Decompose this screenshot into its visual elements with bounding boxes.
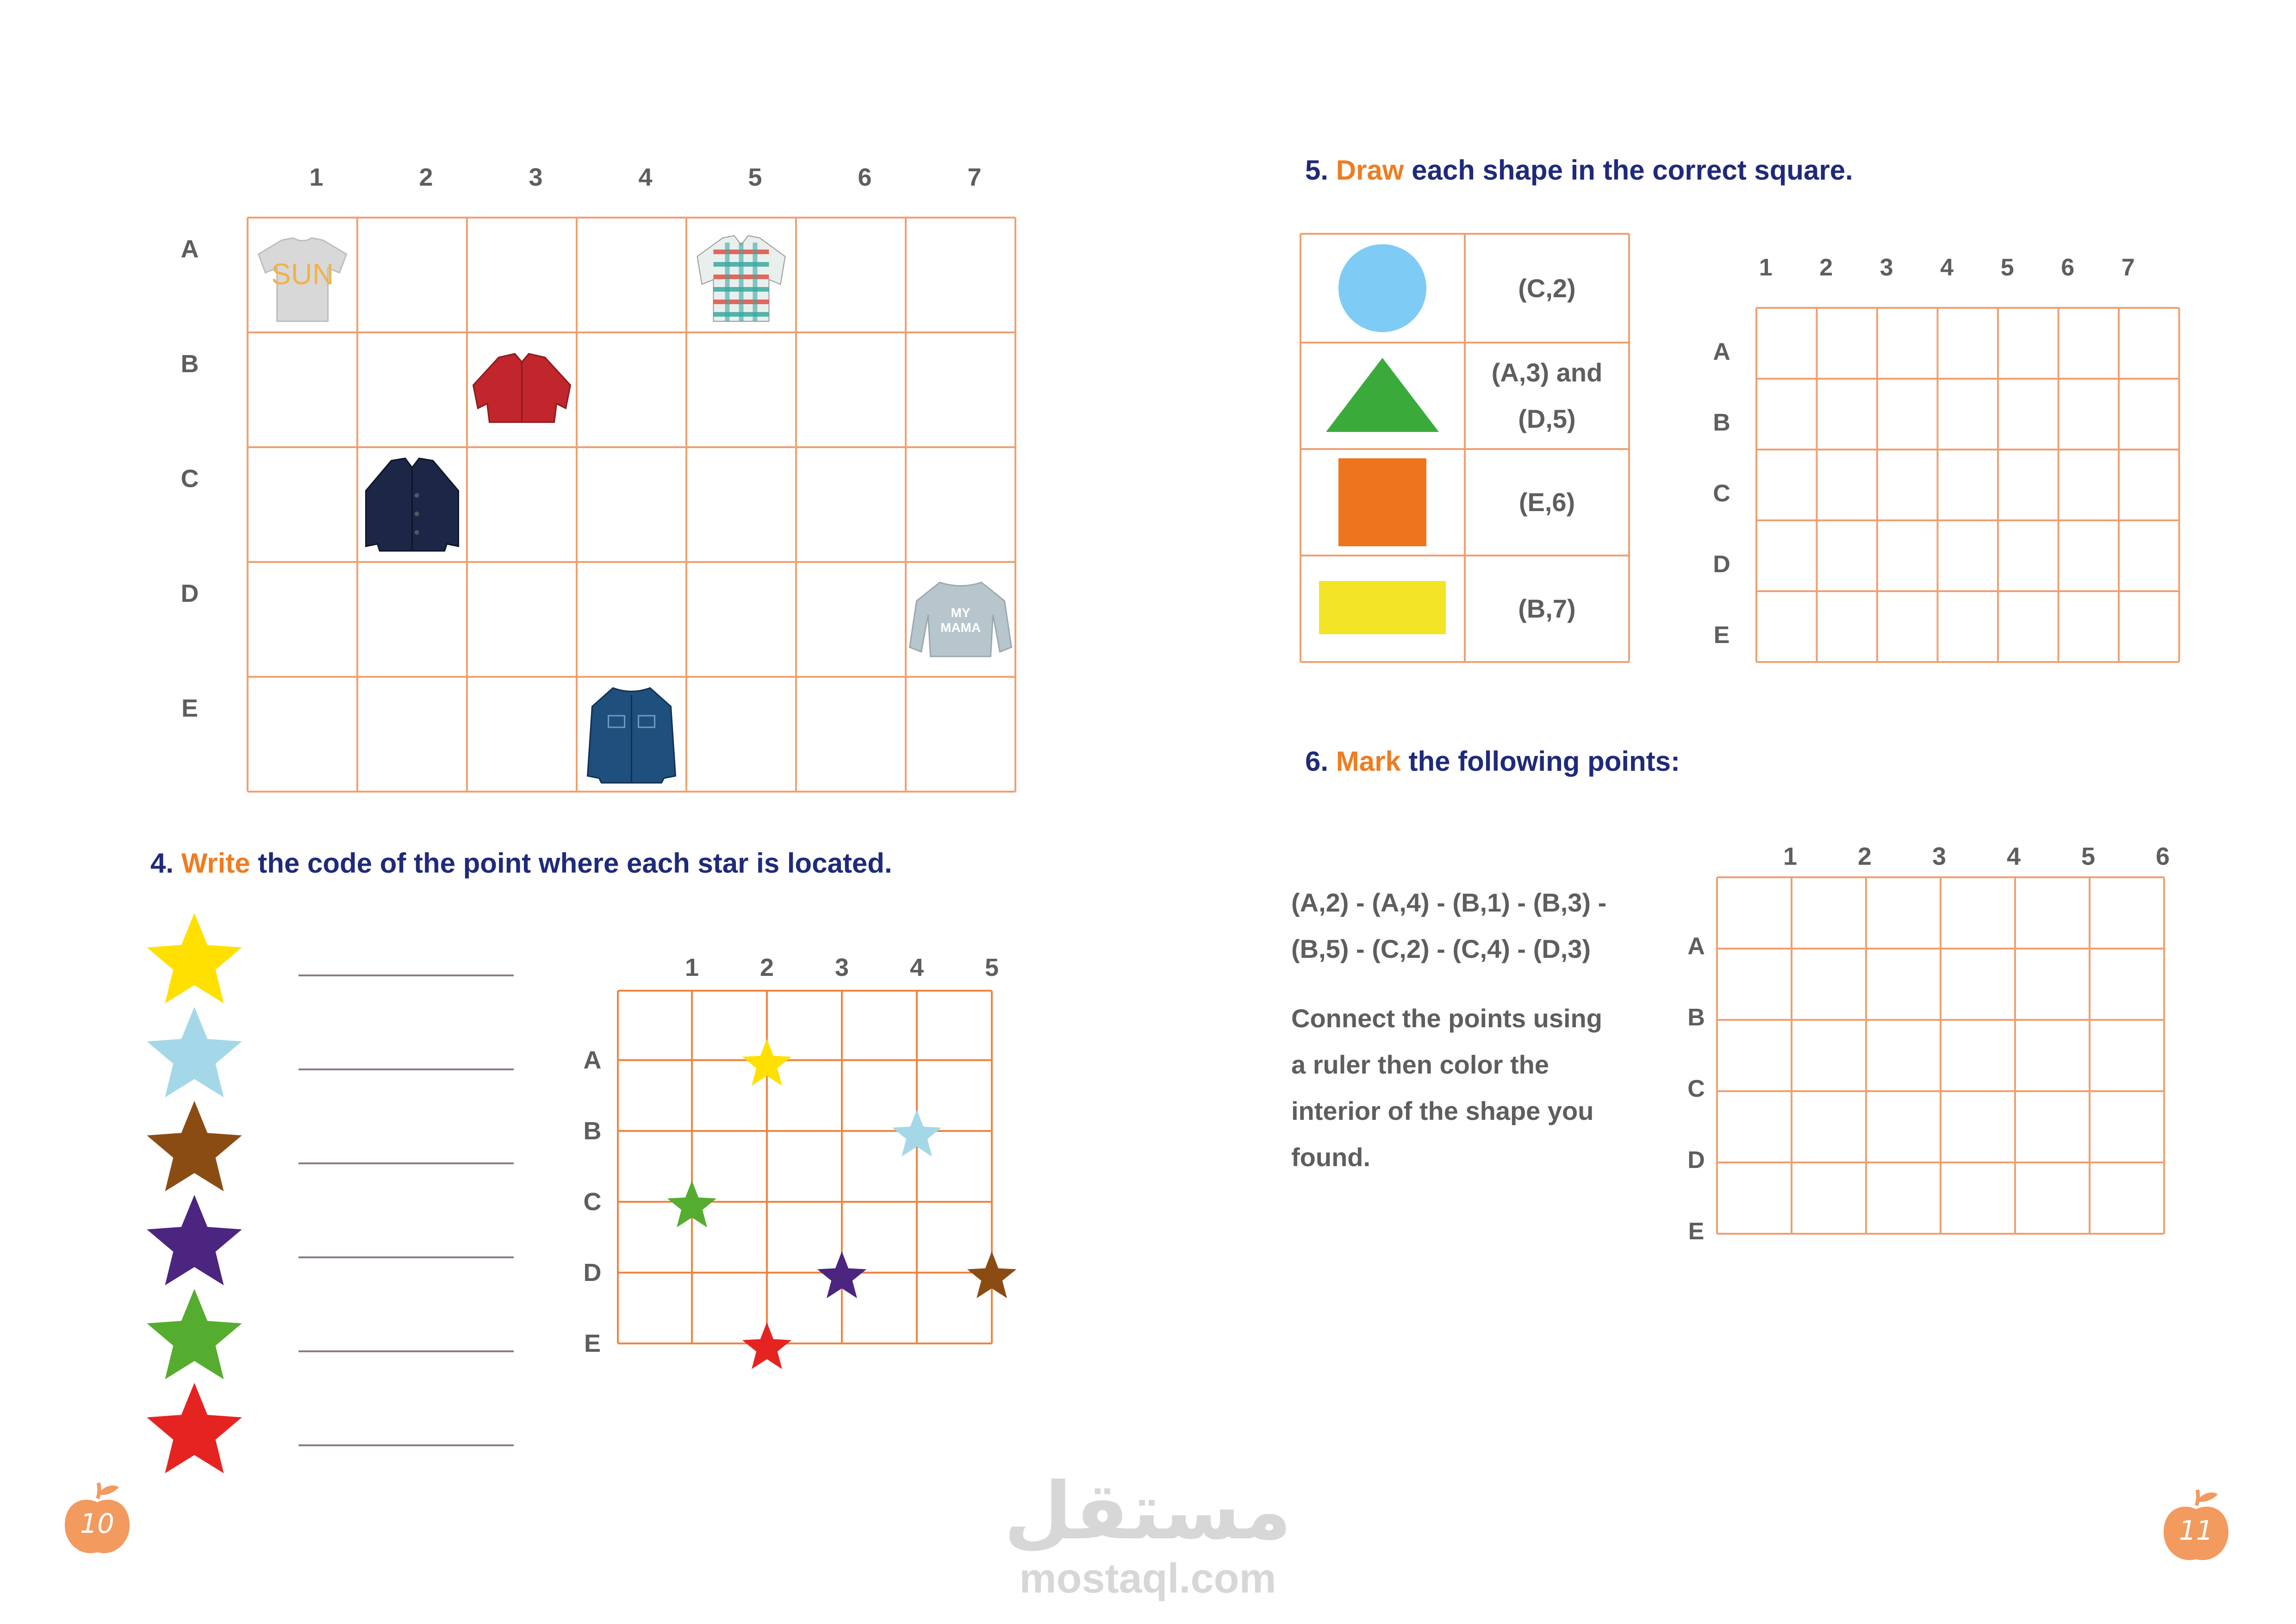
column-label: 3 xyxy=(1879,254,1893,281)
shape-coordinate-cell xyxy=(1465,350,1629,442)
plaid-stripe xyxy=(753,243,758,321)
rectangle-shape-icon xyxy=(1319,581,1446,634)
star-purple-icon xyxy=(147,1195,242,1285)
plaid-stripe xyxy=(739,243,744,321)
row-label: B xyxy=(180,350,199,378)
exercise6-instruction: the following points: xyxy=(1400,746,1680,777)
denim-jacket-icon xyxy=(588,688,676,783)
row-label: E xyxy=(1688,1218,1705,1245)
page-number-right: 11 xyxy=(2179,1515,2213,1546)
shape-coordinate-cell xyxy=(1465,479,1629,525)
exercise4-grid xyxy=(613,991,993,1352)
column-label: 6 xyxy=(858,163,872,191)
exercise4-verb: Write xyxy=(181,848,250,879)
column-label: 1 xyxy=(684,953,699,981)
exercise6-instruction-line: interior of the shape you xyxy=(1291,1096,1594,1125)
column-label: 3 xyxy=(1932,842,1947,870)
exercise6-instruction-line: found. xyxy=(1291,1143,1371,1172)
shape-coordinate-cell xyxy=(1465,265,1629,312)
exercise6-instructions xyxy=(1291,995,1661,1181)
column-label: 2 xyxy=(419,163,433,191)
row-label: A xyxy=(1713,338,1730,365)
column-label: 7 xyxy=(967,163,982,191)
column-label: 4 xyxy=(638,163,653,191)
row-label: B xyxy=(1713,409,1730,436)
row-label: D xyxy=(1687,1146,1705,1174)
exercise5-number: 5. xyxy=(1305,155,1329,186)
row-label: E xyxy=(584,1329,601,1357)
column-label: 4 xyxy=(2006,842,2021,870)
exercise6-instruction-line: a ruler then color the xyxy=(1291,1050,1549,1079)
column-label: 7 xyxy=(2121,254,2135,281)
column-label: 5 xyxy=(748,163,762,191)
t-shirt-sun-icon xyxy=(259,238,347,321)
navy-coat-icon xyxy=(366,458,459,551)
answer-line[interactable] xyxy=(299,1256,514,1258)
watermark-arabic: مستقل xyxy=(1004,1466,1292,1557)
exercise6-points-line2: (B,5) - (C,2) - (C,4) - (D,3) xyxy=(1291,934,1591,963)
answer-line[interactable] xyxy=(299,1068,514,1070)
column-label: 2 xyxy=(1857,842,1872,870)
answer-line[interactable] xyxy=(299,974,514,976)
exercise6-instruction-line: Connect the points using xyxy=(1291,1004,1602,1033)
sweatshirt-print: MAMA xyxy=(940,620,981,635)
row-label: A xyxy=(180,235,199,263)
column-label: 4 xyxy=(909,953,924,981)
square-shape-icon xyxy=(1338,458,1426,546)
row-label: C xyxy=(583,1187,602,1216)
row-label: A xyxy=(583,1046,602,1074)
red-jacket-icon xyxy=(473,354,571,422)
page-number-apple-right xyxy=(2161,1486,2231,1565)
watermark xyxy=(995,1468,1300,1602)
star-red-icon xyxy=(147,1383,242,1473)
exercise6-points xyxy=(1291,880,1661,972)
exercise6-title xyxy=(1305,745,1680,777)
exercise6-points-line1: (A,2) - (A,4) - (B,1) - (B,3) - xyxy=(1291,888,1607,917)
triangle-shape-icon xyxy=(1326,358,1439,432)
shape-coordinate-text: (D,5) xyxy=(1518,404,1576,433)
legend-stars xyxy=(125,903,264,1486)
circle-shape-icon xyxy=(1338,244,1426,332)
column-label: 1 xyxy=(309,163,324,191)
exercise6-grid xyxy=(1717,877,2166,1236)
grid-star-red-icon xyxy=(742,1322,792,1369)
star-green-icon xyxy=(147,1289,242,1379)
row-label: C xyxy=(1687,1075,1705,1102)
column-label: 2 xyxy=(1819,254,1833,281)
exercise4-title xyxy=(150,847,892,879)
grid-lines xyxy=(1717,877,2164,1234)
shape-coordinate-cell xyxy=(1465,586,1629,632)
exercise5-title xyxy=(1305,154,1853,186)
shape-coordinate-text: (E,6) xyxy=(1518,487,1575,517)
column-label: 1 xyxy=(1783,842,1798,870)
row-label: B xyxy=(583,1117,602,1145)
clothes-grid xyxy=(248,218,1016,794)
row-label: D xyxy=(1713,550,1730,578)
column-label: 5 xyxy=(2081,842,2096,870)
answer-line[interactable] xyxy=(299,1162,514,1164)
column-label: 6 xyxy=(2155,842,2170,870)
shape-coordinate-text: (A,3) and xyxy=(1491,358,1603,387)
coat-button xyxy=(415,530,419,535)
page-number-left: 10 xyxy=(80,1508,114,1539)
column-label: 4 xyxy=(1940,254,1954,281)
star-light-blue-icon xyxy=(147,1007,242,1097)
coat-button xyxy=(415,493,419,498)
row-label: D xyxy=(583,1258,602,1287)
shape-coordinate-text: (B,7) xyxy=(1518,594,1576,623)
star-brown-icon xyxy=(147,1101,242,1191)
exercise4-instruction: the code of the point where each star is located. xyxy=(250,848,892,879)
plaid-stripe xyxy=(725,243,730,321)
watermark-latin: mostaql.com xyxy=(1019,1555,1276,1602)
row-label: A xyxy=(1687,932,1705,960)
column-label: 1 xyxy=(1759,254,1773,281)
column-label: 5 xyxy=(2000,254,2014,281)
column-label: 3 xyxy=(529,163,543,191)
row-label: E xyxy=(1713,621,1730,649)
star-yellow-icon xyxy=(147,913,242,1003)
row-label: D xyxy=(180,579,199,607)
page-number-apple-left xyxy=(62,1479,132,1558)
column-label: 5 xyxy=(984,953,999,981)
row-label: B xyxy=(1687,1004,1705,1031)
coat-button xyxy=(415,512,419,516)
exercise5-grid xyxy=(1756,308,2182,664)
grid-lines xyxy=(618,991,992,1343)
column-label: 2 xyxy=(759,953,774,981)
column-label: 3 xyxy=(834,953,849,981)
exercise5-instruction: each shape in the correct square. xyxy=(1404,155,1853,186)
plaid-shirt-icon xyxy=(697,236,785,321)
row-label: E xyxy=(181,694,199,722)
row-label: C xyxy=(180,464,199,493)
sweatshirt-my-mama-icon xyxy=(910,582,1012,656)
answer-line[interactable] xyxy=(299,1350,514,1352)
shape-coordinate-text: (C,2) xyxy=(1518,273,1576,303)
column-label: 6 xyxy=(2061,254,2075,281)
row-label: C xyxy=(1713,480,1730,507)
exercise6-number: 6. xyxy=(1305,746,1329,777)
grid-lines xyxy=(1756,308,2179,662)
exercise4-number: 4. xyxy=(150,848,174,879)
exercise5-verb: Draw xyxy=(1336,155,1404,186)
exercise6-verb: Mark xyxy=(1336,746,1401,777)
sweatshirt-print: MY xyxy=(951,606,971,620)
t-shirt-print: SUN xyxy=(271,257,334,291)
answer-line[interactable] xyxy=(299,1444,514,1446)
